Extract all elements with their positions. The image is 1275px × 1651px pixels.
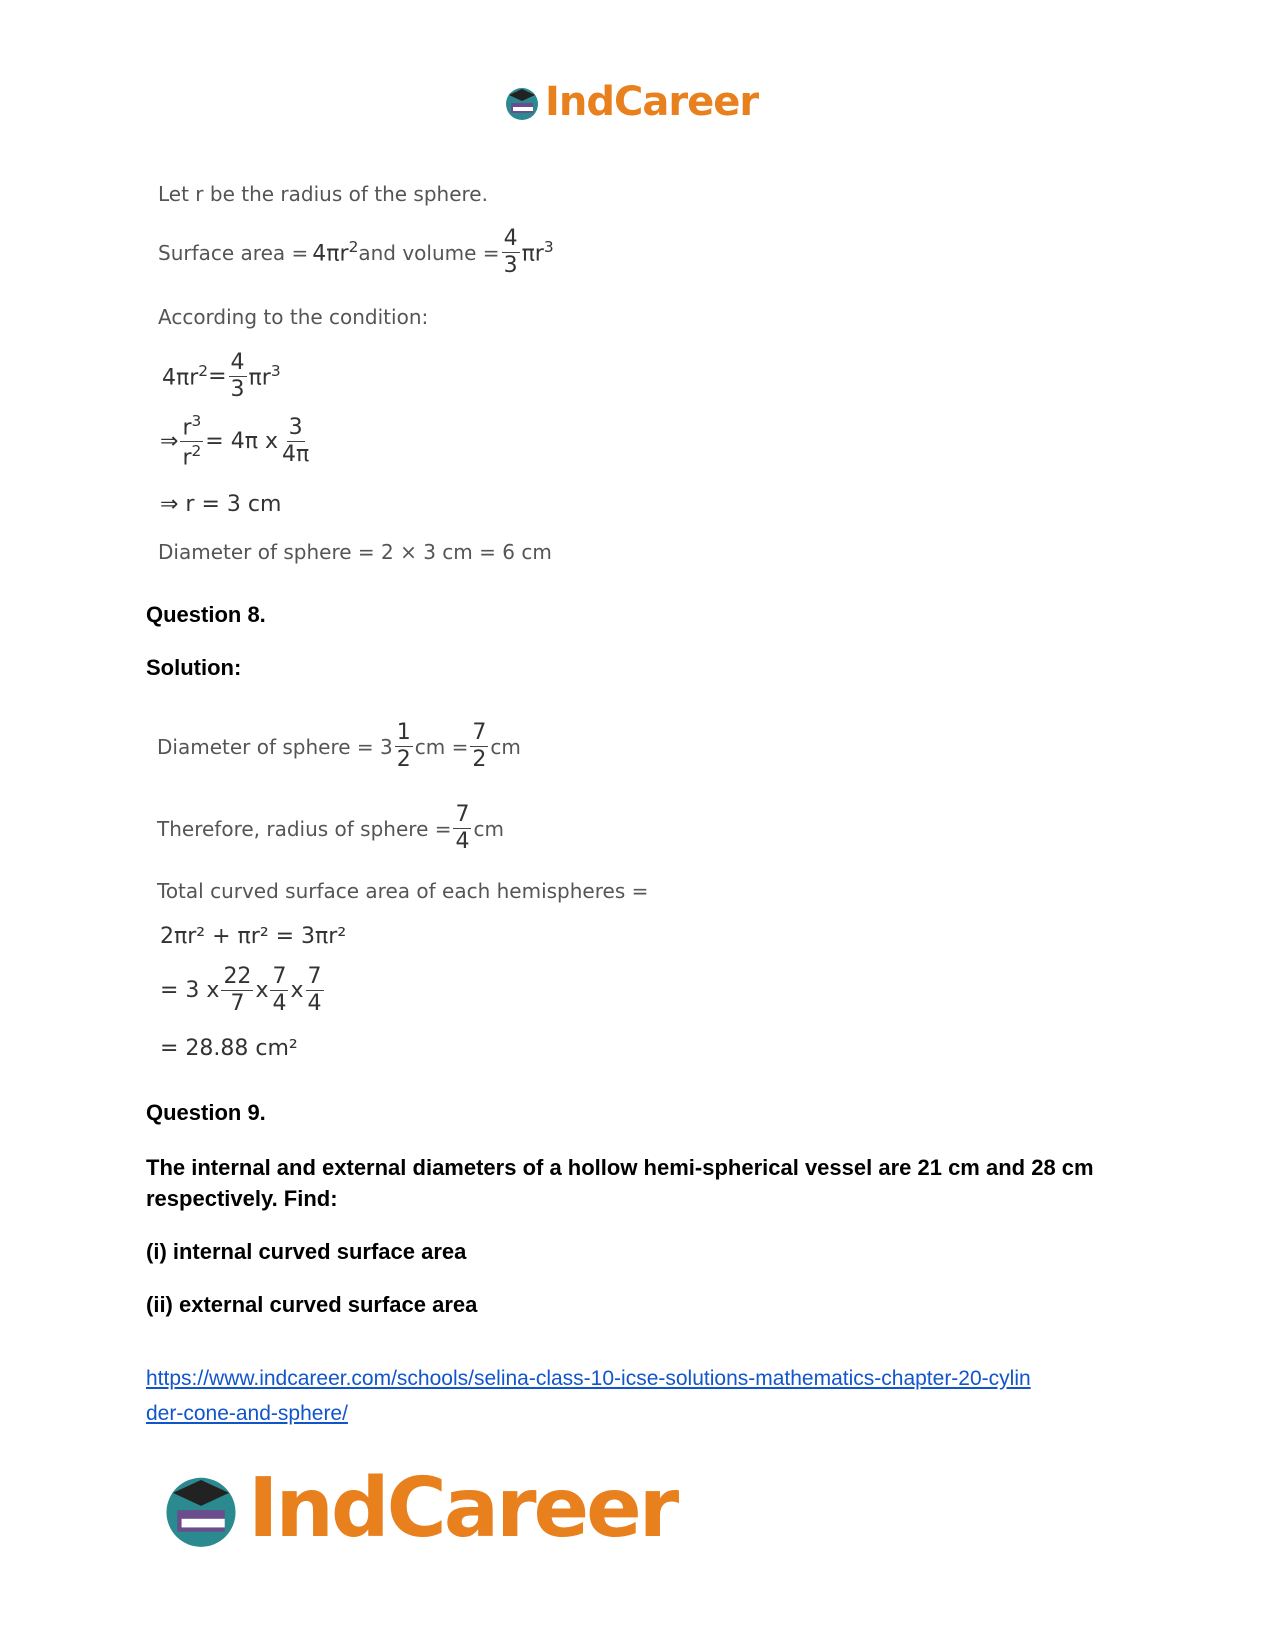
solution-label: Solution: [146,655,242,680]
text-line: Total curved surface area of each hemispheres = [157,879,649,903]
fraction [306,966,324,1015]
exponent: 3 [270,362,281,381]
times: x [255,978,269,1003]
exponent: 2 [348,238,359,257]
expr [249,362,281,390]
denominator: 2 [396,747,411,772]
expr-term: 4πr [312,241,349,267]
numerator: 1 [396,720,411,745]
expr [162,362,208,390]
expr: = 4π x [205,429,278,455]
denominator: 7 [230,991,245,1016]
question-part: (ii) external curved surface area [146,1292,478,1317]
text: Therefore, radius of sphere = [157,816,452,841]
equation: 2πr² + πr² = 3πr² [160,924,347,949]
source-link[interactable] [146,1361,1146,1431]
numerator: 4 [230,350,245,375]
expr: = 3 x [160,978,220,1003]
exponent: 2 [198,362,209,381]
denominator [180,442,203,469]
expr [312,238,358,266]
numerator: 7 [455,802,470,827]
expr-term: πr [521,241,544,267]
text: Diameter of sphere = 3 [157,734,393,759]
fraction [221,966,253,1015]
denominator: 2 [472,747,487,772]
equals: = [208,364,227,389]
question-title: Question 8. [146,602,266,627]
fraction [229,352,247,401]
question-part: (i) internal curved surface area [146,1239,467,1264]
header-logo [503,78,758,126]
exponent: 2 [191,442,202,461]
equation: = 28.88 cm² [160,1036,298,1061]
expr-term: 4πr [162,365,199,391]
denominator-term: r [182,445,192,471]
source-link-line[interactable]: https://www.indcareer.com/schools/selina-class-10-icse-solutions-mathematics-chapter-20-cylin [146,1367,1031,1390]
numerator: 3 [288,415,303,441]
denominator: 4π [281,442,310,468]
fraction [180,414,203,470]
equation [162,352,281,401]
numerator: 7 [272,964,287,989]
denominator: 3 [230,377,245,402]
expr-term: πr [248,365,271,391]
numerator: 4 [503,226,518,251]
text: cm [473,816,504,841]
footer-logo [160,1460,676,1556]
formula-line [157,804,504,853]
brand-name: IndCareer [545,79,759,125]
equation: ⇒ r = 3 cm [160,492,282,517]
numerator [180,414,203,442]
numerator: 7 [307,964,322,989]
graduation-globe-icon [160,1467,242,1549]
graduation-globe-icon [503,83,541,121]
fraction [453,804,471,853]
formula-line [158,228,554,277]
brand-name: IndCareer [248,1460,677,1556]
numerator-term: r [182,415,192,441]
fraction [395,722,413,771]
denominator: 4 [455,829,470,854]
formula-line [157,722,521,771]
numerator: 22 [223,964,252,989]
text: and volume = [358,240,500,265]
text-line: Diameter of sphere = 2 × 3 cm = 6 cm [158,540,552,564]
denominator: 4 [307,991,322,1016]
text: Surface area = [158,240,309,265]
fraction [502,228,520,277]
expr [522,238,554,266]
source-link-line[interactable]: der-cone-and-sphere/ [146,1402,348,1425]
exponent: 3 [191,412,202,430]
denominator: 4 [272,991,287,1016]
text-line: According to the condition: [158,305,429,329]
numerator: 7 [472,720,487,745]
equation [160,414,313,470]
implies-symbol: ⇒ [160,429,179,455]
exponent: 3 [543,238,554,257]
fraction [280,417,311,466]
question-text: The internal and external diameters of a hollow hemi-spherical vessel are 21 cm and 28 cm respectively. Find: [146,1155,1094,1211]
question-title: Question 9. [146,1100,266,1125]
fraction [270,966,288,1015]
times: x [290,978,304,1003]
text: cm [490,734,521,759]
equation [160,966,326,1015]
denominator: 3 [503,253,518,278]
text: cm = [414,734,469,759]
fraction [470,722,488,771]
text-line: Let r be the radius of the sphere. [158,182,488,206]
